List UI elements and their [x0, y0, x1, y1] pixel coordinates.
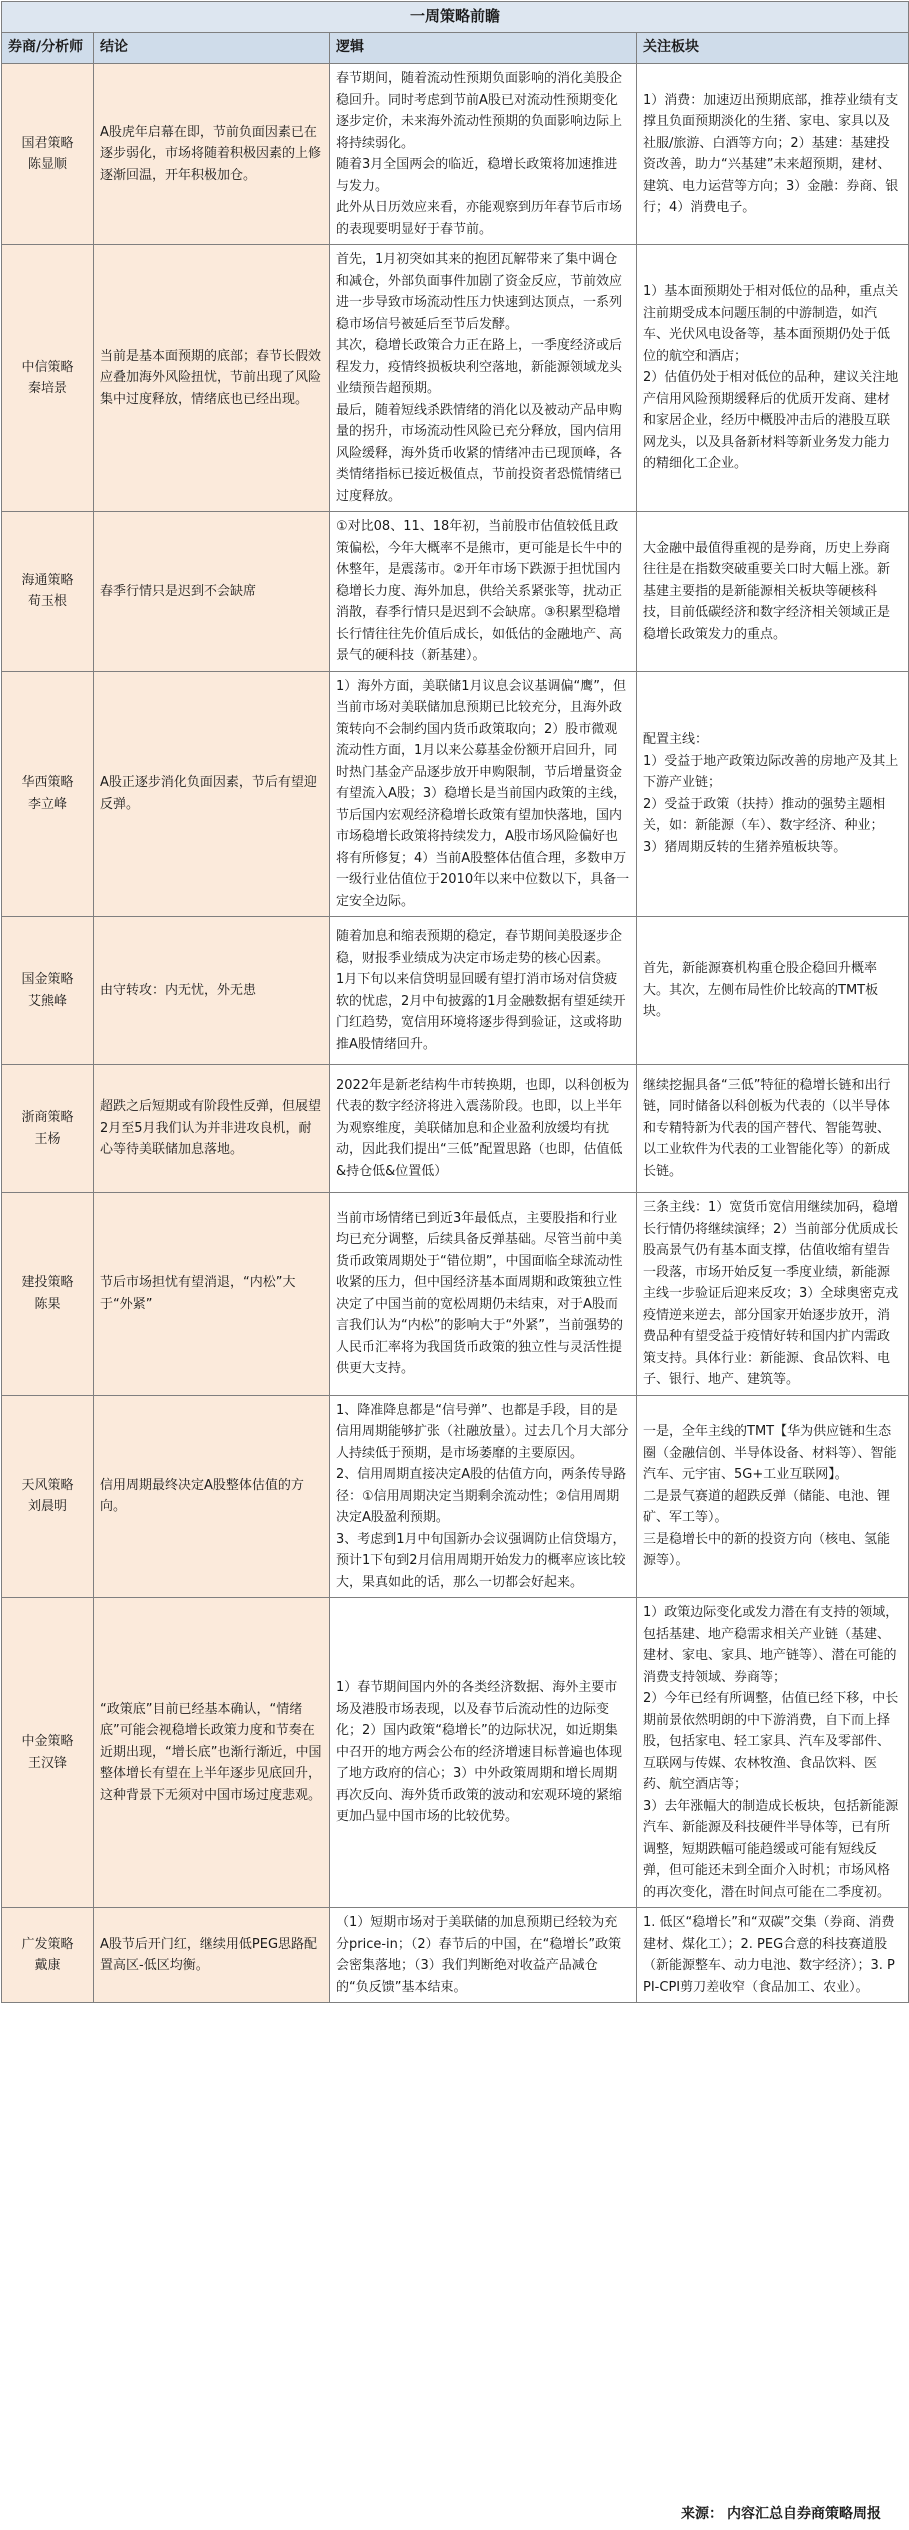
column-header-logic: 逻辑	[330, 33, 637, 64]
broker-name: 广发策略	[21, 1936, 74, 1952]
analyst-cell	[2, 1065, 94, 1193]
table-row	[2, 1065, 909, 1193]
analyst-cell	[2, 245, 94, 512]
table-row	[2, 64, 909, 245]
analyst-name: 王杨	[34, 1131, 61, 1147]
sectors-cell	[637, 1395, 909, 1598]
conclusion-cell	[94, 1908, 330, 2003]
sectors-text: 继续挖掘具备“三低”特征的稳增长链和出行链，同时储备以科创板为代表的（以半导体和专精特新为代表的国产替代、智能驾驶、以工业软件为代表的工业智能化等）的新成长链。	[643, 1077, 891, 1179]
table-row	[2, 917, 909, 1065]
logic-cell	[330, 1598, 637, 1908]
table-row	[2, 245, 909, 512]
logic-text: ①对比08、11、18年初，当前股市估值较低且政策偏松，今年大概率不是熊市，更可能是长牛中的休整年，是震荡市。②开年市场下跌源于担忧国内稳增长力度、海外加息，供给关系紧张等，扰动正消散，春季行情只是迟到不会缺席。③积累型稳增长行情往往先价值后成长，如低估的金融地产、高景气的硬科技（新基建）。	[336, 519, 623, 663]
conclusion-cell	[94, 1193, 330, 1396]
sectors-cell	[637, 1908, 909, 2003]
sectors-text: 配置主线： 1）受益于地产政策边际改善的房地产及其上下游产业链； 2）受益于政策（扶持）推动的强势主题相关，如：新能源（车）、数字经济、种业； 3）猪周期反转的生猪养殖板块等。	[643, 732, 899, 855]
sectors-text: 大金融中最值得重视的是券商，历史上券商往往是在指数突破重要关口时大幅上涨。新基建主要指的是新能源相关板块等硬核科技，目前低碳经济和数字经济相关领域正是稳增长政策发力的重点。	[643, 540, 891, 642]
logic-cell	[330, 64, 637, 245]
table-row	[2, 671, 909, 917]
conclusion-cell	[94, 1395, 330, 1598]
table-header-row	[2, 33, 909, 64]
sectors-text: 1. 低区“稳增长”和“双碳”交集（券商、消费建材、煤化工）；2. PEG合意的科技赛道股（新能源整车、动力电池、数字经济）；3. PPI-CPI剪刀差收窄（食品加工、农业）。	[643, 1915, 895, 1995]
conclusion-text: 节后市场担忧有望消退，“内松”大于“外紧”	[100, 1275, 296, 1312]
analyst-cell	[2, 1193, 94, 1396]
sectors-text: 1）消费：加速迈出预期底部，推荐业绩有支撑且负面预期淡化的生猪、家电、家具以及社服/旅游、白酒等方向；2）基建：基建投资改善，助力“兴基建”未来超预期，建材、建筑、电力运营等方向；3）金融：券商、银行；4）消费电子。	[643, 92, 899, 215]
sectors-text: 首先，新能源赛机构重仓股企稳回升概率大。其次，左侧布局性价比较高的TMT板块。	[643, 961, 879, 1020]
logic-text: 2022年是新老结构牛市转换期，也即，以科创板为代表的数字经济将进入震荡阶段。也即，以上半年为观察维度，美联储加息和企业盈利放缓均有扰动，因此我们提出“三低”配置思路（也即，估值低&持仓低&位置低）	[336, 1077, 630, 1179]
analyst-cell	[2, 917, 94, 1065]
conclusion-text: 当前是基本面预期的底部；春节长假效应叠加海外风险扭忧，节前出现了风险集中过度释放，情绪底也已经出现。	[100, 348, 322, 407]
sectors-text: 1）基本面预期处于相对低位的品种，重点关注前期受成本问题压制的中游制造，如汽车、光伏风电设备等，基本面预期仍处于低位的航空和酒店； 2）估值仍处于相对低位的品种，建议关注地产信用风险预期缓释后的优质开发商、建材和家居企业，经历中概股冲击后的港股互联网龙头，以及具备新材料等新业务发力能力的精细化工企业。	[643, 284, 899, 472]
analyst-name: 王汉锋	[27, 1755, 67, 1771]
analyst-name: 刘晨明	[27, 1499, 67, 1515]
broker-name: 中金策略	[21, 1734, 74, 1749]
table-title: 一周策略前瞻	[2, 2, 909, 33]
conclusion-text: A股节后开门红，继续用低PEG思路配置高区-低区均衡。	[100, 1936, 318, 1973]
column-header-sectors: 关注板块	[637, 33, 909, 64]
conclusion-cell	[94, 245, 330, 512]
logic-text: （1）短期市场对于美联储的加息预期已经较为充分price-in；（2）春节后的中国，在“稳增长”政策会密集落地；（3）我们判断绝对收益产品减仓的“负反馈”基本结束。	[336, 1915, 622, 1995]
sectors-cell	[637, 512, 909, 672]
sectors-text: 一是，全年主线的TMT【华为供应链和生态圈（金融信创、半导体设备、材料等）、智能汽车、元宇宙、5G+工业互联网】。 二是景气赛道的超跌反弹（储能、电池、锂矿、军工等）。 三是稳增长中的新的投资方向（核电、氢能源等）。	[643, 1424, 897, 1568]
conclusion-cell	[94, 64, 330, 245]
source-note	[681, 2503, 881, 2523]
table-row	[2, 1908, 909, 2003]
sectors-cell	[637, 917, 909, 1065]
logic-cell	[330, 1065, 637, 1193]
conclusion-text: 由守转攻：内无忧，外无患	[100, 982, 257, 998]
logic-text: 首先，1月初突如其来的抱团瓦解带来了集中调仓和减仓，外部负面事件加剧了资金反应，节前效应进一步导致市场流动性压力快速到达顶点，一系列稳市场信号被延后至节后发酵。 其次，稳增长政策合力正在路上，一季度经济或后程发力，疫情终损板块利空落地，新能源领域龙头业绩预告超预期。 最后，随着短线杀跌情绪的消化以及被动产品申购量的拐升，市场流动性风险已充分释放，国内信用风险缓释，海外货币收紧的情绪冲击已现顶峰，各类情绪指标已接近极值点，节前投资者恐慌情绪已过度释放。	[336, 252, 623, 504]
broker-name: 国金策略	[21, 972, 74, 987]
broker-name: 建投策略	[21, 1275, 74, 1291]
analyst-name: 秦培景	[27, 381, 67, 396]
sectors-cell	[637, 245, 909, 512]
strategy-table-body	[2, 2, 909, 2003]
logic-text: 随着加息和缩表预期的稳定，春节期间美股逐步企稳，财报季业绩成为决定市场走势的核心因素。 1月下旬以来信贷明显回暖有望打消市场对信贷疲软的忧虑，2月中旬披露的1月金融数据有望延续开门红趋势，宽信用环境将逐步得到验证，这或将助推A股情绪回升。	[336, 929, 626, 1052]
conclusion-cell	[94, 917, 330, 1065]
sectors-cell	[637, 1065, 909, 1193]
broker-name: 海通策略	[21, 572, 74, 588]
logic-text: 当前市场情绪已到近3年最低点，主要股指和行业均已充分调整，后续具备反弹基础。尽管当前中美货币政策周期处于“错位期”，中国面临全球流动性收紧的压力，但中国经济基本面周期和政策独立性决定了中国当前的宽松周期仍未结束，对于A股而言我们认为“内松”的影响大于“外紧”，当前强势的人民币汇率将为我国货币政策的独立性与灵活性提供更大支持。	[336, 1210, 623, 1377]
analyst-cell	[2, 512, 94, 672]
conclusion-text: 春季行情只是迟到不会缺席	[100, 583, 257, 599]
column-header-conclusion: 结论	[94, 33, 330, 64]
analyst-name: 陈果	[34, 1296, 61, 1312]
logic-cell	[330, 1395, 637, 1598]
logic-cell	[330, 245, 637, 512]
logic-cell	[330, 512, 637, 672]
sectors-text: 三条主线：1）宽货币宽信用继续加码，稳增长行情仍将继续演绎；2）当前部分优质成长股高景气仍有基本面支撑，估值收缩有望告一段落，市场开始反复一季度业绩，新能源主线一步验证后迎来反攻；3）全球奥密克戎疫情逆来逆去，部分国家开始逐步放开，消费品种有望受益于疫情好转和国内扩内需政策支持。具体行业：新能源、食品饮料、电子、银行、地产、建筑等。	[643, 1200, 899, 1387]
table-row	[2, 512, 909, 672]
sectors-cell	[637, 1193, 909, 1396]
logic-text: 1）海外方面，美联储1月议息会议基调偏“鹰”，但当前市场对美联储加息预期已比较充分，且海外政策转向不会制约国内货币政策取向；2）股市微观流动性方面，1月以来公募基金份额开启回升，同时热门基金产品逐步放开申购限制，节后增量资金有望流入A股；3）稳增长是当前国内政策的主线，节后国内宏观经济稳增长政策有望加快落地，国内市场稳增长政策将持续发力，A股市场风险偏好也将有所修复；4）当前A股整体估值合理，多数申万一级行业估值位于2010年以来中位数以下，具备一定安全边际。	[336, 678, 630, 909]
sectors-cell	[637, 1598, 909, 1908]
analyst-cell	[2, 1598, 94, 1908]
sectors-cell	[637, 671, 909, 917]
analyst-cell	[2, 671, 94, 917]
conclusion-cell	[94, 1065, 330, 1193]
analyst-cell	[2, 1395, 94, 1598]
conclusion-text: 超跌之后短期或有阶段性反弹，但展望2月至5月我们认为并非进攻良机，耐心等待美联储加息落地。	[100, 1099, 322, 1158]
source-label: 来源：	[681, 2506, 723, 2522]
conclusion-text: “政策底”目前已经基本确认，“情绪底”可能会视稳增长政策力度和节奏在近期出现，“增长底”也渐行渐近，中国整体增长有望在上半年逐步见底回升，这种背景下无须对中国市场过度悲观。	[100, 1701, 322, 1803]
analyst-name: 荀玉根	[27, 594, 67, 610]
conclusion-text: 信用周期最终决定A股整体估值的方向。	[100, 1477, 304, 1515]
conclusion-cell	[94, 671, 330, 917]
sectors-text: 1）政策边际变化或发力潜在有支持的领域，包括基建、地产稳需求相关产业链（基建、建材、家电、家具、地产链等）、潜在可能的消费支持领域、券商等； 2）今年已经有所调整，估值已经下移，中长期前景依然明朗的中下游消费，自下而上择股，包括家电、轻工家具、汽车及零部件、互联网与传媒、农林牧渔、食品饮料、医药、航空酒店等； 3）去年涨幅大的制造成长板块，包括新能源汽车、新能源及科技硬件半导体等，已有所调整，短期跌幅可能趋缓或可能有短线反弹，但可能还未到全面介入时机；市场风格的再次变化，潜在时间点可能在二季度初。	[643, 1605, 899, 1900]
broker-name: 天风策略	[21, 1477, 74, 1493]
table-row	[2, 1598, 909, 1908]
logic-cell	[330, 671, 637, 917]
logic-cell	[330, 917, 637, 1065]
analyst-name: 戴康	[34, 1958, 61, 1973]
source-text: 内容汇总自券商策略周报	[727, 2506, 881, 2522]
analyst-cell	[2, 1908, 94, 2003]
logic-cell	[330, 1908, 637, 2003]
analyst-cell	[2, 64, 94, 245]
analyst-name: 艾熊峰	[27, 993, 67, 1009]
conclusion-cell	[94, 512, 330, 672]
table-title-row	[2, 2, 909, 33]
broker-name: 国君策略	[21, 135, 74, 151]
table-row	[2, 1193, 909, 1396]
table-row	[2, 1395, 909, 1598]
conclusion-text: A股虎年启幕在即，节前负面因素已在逐步弱化，市场将随着积极因素的上修逐渐回温，开年积极加仓。	[100, 124, 322, 183]
broker-name: 中信策略	[21, 359, 74, 375]
analyst-name: 陈显顺	[27, 157, 67, 172]
conclusion-cell	[94, 1598, 330, 1908]
sectors-cell	[637, 64, 909, 245]
column-header-analyst: 券商/分析师	[2, 33, 94, 64]
logic-text: 1）春节期间国内外的各类经济数据、海外主要市场及港股市场表现，以及春节后流动性的边际变化；2）国内政策“稳增长”的边际状况，如近期集中召开的地方两会公布的经济增速目标普遍也体现了地方政府的信心；3）中外政策周期和增长周期再次反向、海外货币政策的波动和宏观环境的紧缩更加凸显中国市场的比较优势。	[336, 1680, 623, 1825]
broker-name: 华西策略	[21, 775, 74, 791]
conclusion-text: A股正逐步消化负面因素，节后有望迎反弹。	[100, 775, 317, 812]
broker-name: 浙商策略	[21, 1110, 74, 1125]
logic-cell	[330, 1193, 637, 1396]
logic-text: 春节期间，随着流动性预期负面影响的消化美股企稳回升。同时考虑到节前A股已对流动性预期变化逐步定价，未来海外流动性预期的负面影响边际上将持续弱化。 随着3月全国两会的临近，稳增长政策将加速推进与发力。 此外从日历效应来看，亦能观察到历年春节后市场的表现要明显好于春节前。	[336, 71, 623, 237]
analyst-name: 李立峰	[27, 796, 67, 812]
logic-text: 1、降准降息都是“信号弹”、也都是手段，目的是信用周期能够扩张（社融放量）。过去几个月大部分人持续低于预期，是市场萎靡的主要原因。 2、信用周期直接决定A股的估值方向，两条传导路径：①信用周期决定当期剩余流动性；②信用周期决定A股盈利预期。 3、考虑到1月中旬国新办会议强调防止信贷塌方，预计1下旬到2月信用周期开始发力的概率应该比较大，果真如此的话，那么一切都会好起来。	[336, 1402, 629, 1590]
strategy-table	[1, 1, 909, 2003]
